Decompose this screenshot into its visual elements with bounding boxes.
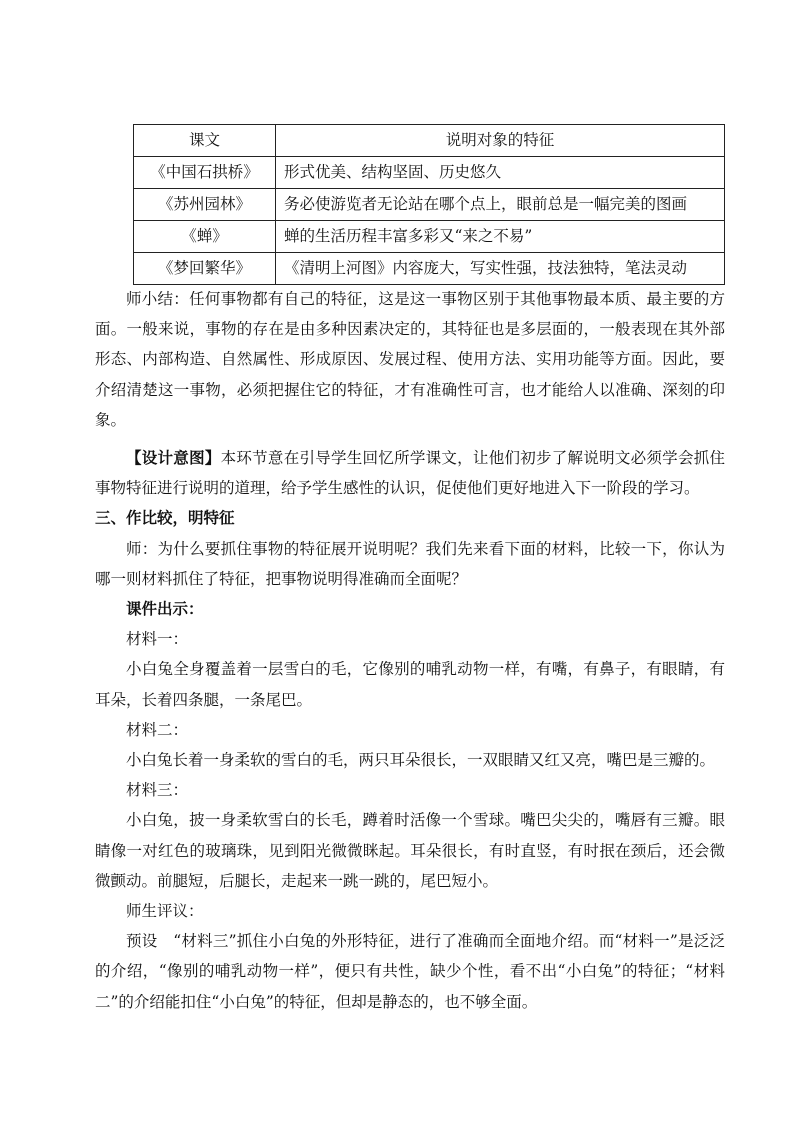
material-label: 材料三： [126, 781, 189, 800]
teacher-summary: 师小结：任何事物都有自己的特征，这是这一事物区别于其他事物最本质、最主要的方面。一般来说，事物的存在是由多种因素决定的，其特征也是多层面的，一般表现在其外部形态、内部构造、自然属性、形成原因、发展过程、使用方法、实用功能等方面。因此，要介绍清楚这一事物，必须把握住它的特征，才有准确性可言，也才能给人以准确、深刻的印象。 [95, 290, 725, 429]
table-header-cell: 课文 [134, 125, 276, 157]
material-label: 材料二： [126, 720, 189, 739]
comment-label: 师生评议： [126, 902, 204, 921]
courseware-label: 课件出示： [126, 599, 204, 619]
table-row [134, 157, 725, 189]
table-row [134, 253, 725, 285]
material-text: 小白兔长着一身柔软的雪白的毛，两只耳朵很长，一双眼睛又红又亮，嘴巴是三瓣的。 [126, 751, 716, 770]
table-cell: 蝉的生活历程丰富多彩又“来之不易” [276, 221, 725, 253]
section-heading: 三、作比较，明特征 [95, 508, 235, 528]
material-label: 材料一： [126, 630, 189, 649]
text-features-table [133, 124, 725, 285]
table-cell: 《蝉》 [134, 221, 276, 253]
material-text: 小白兔，披一身柔软雪白的长毛，蹲着时活像一个雪球。嘴巴尖尖的，嘴唇有三瓣。眼睛像一对红色的玻璃珠，见到阳光微微眯起。耳朵很长，有时直竖，有时抿在颈后，还会微微颤动。前腿短，后腿长，走起来一跳一跳的，尾巴短小。 [95, 811, 725, 890]
table-row [134, 189, 725, 221]
table-cell: 《清明上河图》内容庞大，写实性强，技法独特，笔法灵动 [276, 253, 725, 285]
table-cell: 《中国石拱桥》 [134, 157, 276, 189]
teacher-question: 师：为什么要抓住事物的特征展开说明呢？我们先来看下面的材料，比较一下，你认为哪一则材料抓住了特征，把事物说明得准确而全面呢？ [95, 539, 725, 588]
preset-paragraph: 预设 “材料三”抓住小白兔的外形特征，进行了准确而全面地介绍。而“材料一”是泛泛的介绍，“像别的哺乳动物一样”，便只有共性，缺少个性，看不出“小白兔”的特征；“材料二”的介绍能扣住“小白兔”的特征，但却是静态的，也不够全面。 [95, 932, 725, 1011]
design-intent-label: 【设计意图】 [126, 448, 221, 468]
document-body [95, 284, 725, 1017]
table-header-cell: 说明对象的特征 [276, 125, 725, 157]
table-cell: 《苏州园林》 [134, 189, 276, 221]
table-cell: 《梦回繁华》 [134, 253, 276, 285]
table-row [134, 221, 725, 253]
design-intent-text: 本环节意在引导学生回忆所学课文，让他们初步了解说明文必须学会抓住事物特征进行说明的道理，给予学生感性的认识，促使他们更好地进入下一阶段的学习。 [95, 449, 725, 498]
table-cell: 务必使游览者无论站在哪个点上，眼前总是一幅完美的图画 [276, 189, 725, 221]
table-header-row [134, 125, 725, 157]
material-text: 小白兔全身覆盖着一层雪白的毛，它像别的哺乳动物一样，有嘴，有鼻子，有眼睛，有耳朵，长着四条腿，一条尾巴。 [95, 660, 725, 709]
design-intent-paragraph [95, 443, 725, 503]
table-cell: 形式优美、结构坚固、历史悠久 [276, 157, 725, 189]
